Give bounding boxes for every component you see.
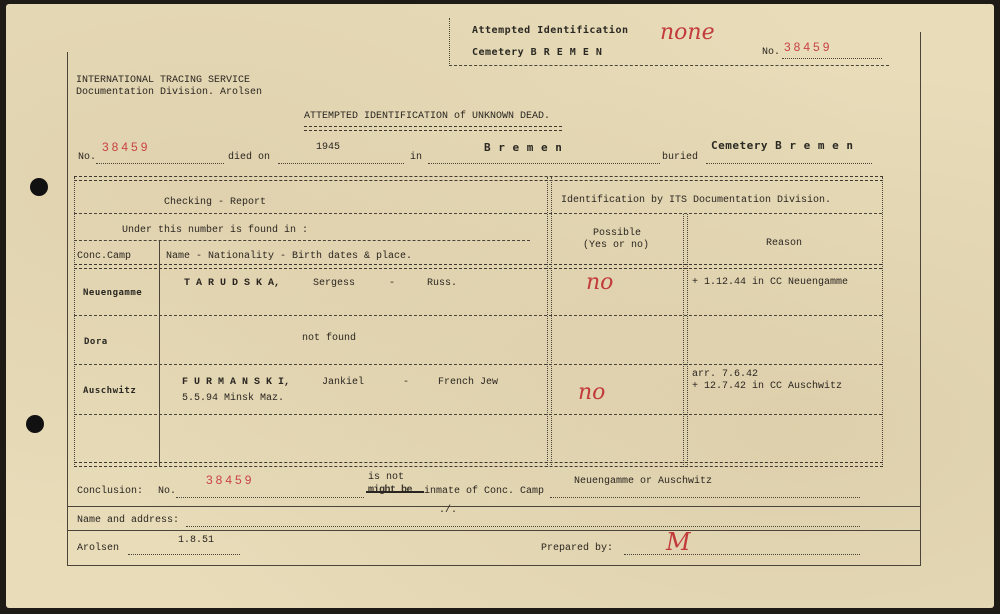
table-header-rule [74,213,882,214]
row1-dash: - [389,278,396,289]
table-camp-divider [159,241,160,466]
row1-camp: Neuengamme [83,288,143,298]
punch-hole-bottom [26,415,44,433]
col-name: Name - Nationality - Birth dates & place. [166,251,413,262]
row1-possible: no [586,270,614,295]
row1-name: T A R U D S K A, [184,278,281,289]
stamp-border-bottom [449,65,889,66]
conclusion-struck: might be [368,485,413,496]
handwritten-none: none [660,20,715,45]
table-mid-divider-2 [551,177,552,467]
burial-place: Cemetery B r e m e n [711,139,854,152]
col-camp: Conc.Camp [77,251,132,262]
frame-right [920,32,921,566]
row3-camp: Auschwitz [83,386,137,396]
header-no-value: 38459 [784,40,833,54]
row2-name: not found [302,333,357,344]
row3-birth: 5.5.94 Minsk Maz. [182,393,285,404]
table-left-border [74,177,75,467]
row3-name: F U R M A N S K I, [182,377,291,388]
found-in-rule [74,240,530,241]
name-address-label: Name and address: [77,515,180,526]
org-name: INTERNATIONAL TRACING SERVICE [76,75,251,86]
place-dotline [428,163,660,164]
row3-possible: no [578,380,606,405]
died-on-dotline [278,163,404,164]
conclusion-inmate-text: inmate of Conc. Camp [424,486,545,497]
row3-nationality: French Jew [438,377,499,388]
footer-date: 1.8.51 [178,535,215,546]
found-in-label: Under this number is found in : [122,225,309,236]
row3-dash: - [403,377,410,388]
row1-firstname: Sergess [313,278,356,289]
checking-report-header: Checking - Report [164,197,267,208]
identification-header: Identification by ITS Documentation Division. [561,195,832,206]
punch-hole-top [30,178,48,196]
table-reason-divider-2 [687,214,688,467]
col-possible-line1: Possible [593,228,642,239]
frame-bottom [67,565,921,566]
buried-dotline [706,163,872,164]
record-no-label: No. [78,152,97,163]
col-reason: Reason [766,238,803,249]
row1-nationality: Russ. [427,278,458,289]
stamp-border-left [449,18,450,66]
org-division: Documentation Division. Arolsen [76,87,263,98]
document-title: ATTEMPTED IDENTIFICATION of UNKNOWN DEAD. [304,111,551,122]
row2-camp: Dora [84,337,108,347]
prepared-by-dotline [624,554,860,555]
header-no-label: No. [762,47,781,58]
table-mid-divider [547,177,548,467]
conclusion-camps-dotline [550,497,860,498]
record-number: 38459 [102,140,151,154]
prepared-by-initial: M [666,528,691,556]
row3-rule [74,414,882,415]
title-underline [304,126,562,131]
died-on-label: died on [228,152,271,163]
record-no-dotline [96,163,224,164]
frame-left [67,52,68,566]
column-header-rule [74,264,882,269]
conclusion-is-not: is not [368,472,405,483]
name-address-dotline [186,526,860,527]
death-year: 1945 [316,142,341,153]
row3-reason-arrival: arr. 7.6.42 [692,369,759,380]
struck-line [366,491,424,493]
conclusion-camps: Neuengamme or Auschwitz [574,476,713,487]
in-label: in [410,152,423,163]
table-reason-divider [683,214,684,467]
row3-firstname: Jankiel [322,377,365,388]
header-no-dotline [782,58,882,59]
footer-date-dotline [128,554,240,555]
name-address-rule [67,530,921,531]
buried-label: buried [662,152,699,163]
table-right-border [882,177,883,467]
conclusion-no-label: No. [158,486,177,497]
prepared-by-label: Prepared by: [541,543,614,554]
conclusion-number: 38459 [206,473,255,487]
conclusion-rule [67,506,921,507]
stamp-attempted-identification: Attempted Identification [472,25,629,36]
row2-rule [74,364,882,365]
row1-reason: + 1.12.44 in CC Neuengamme [692,277,849,288]
stamp-cemetery-bremen: Cemetery B R E M E N [472,47,603,58]
death-place: B r e m e n [484,141,563,154]
col-possible-line2: (Yes or no) [583,240,650,251]
name-address-value: ./. [439,505,458,516]
table-top-border [74,176,883,181]
conclusion-no-dotline [176,497,364,498]
index-card [6,4,994,608]
table-bottom-border [74,462,883,467]
row3-reason-death: + 12.7.42 in CC Auschwitz [692,381,843,392]
row1-rule [74,315,882,316]
conclusion-label: Conclusion: [77,486,144,497]
footer-place: Arolsen [77,543,120,554]
